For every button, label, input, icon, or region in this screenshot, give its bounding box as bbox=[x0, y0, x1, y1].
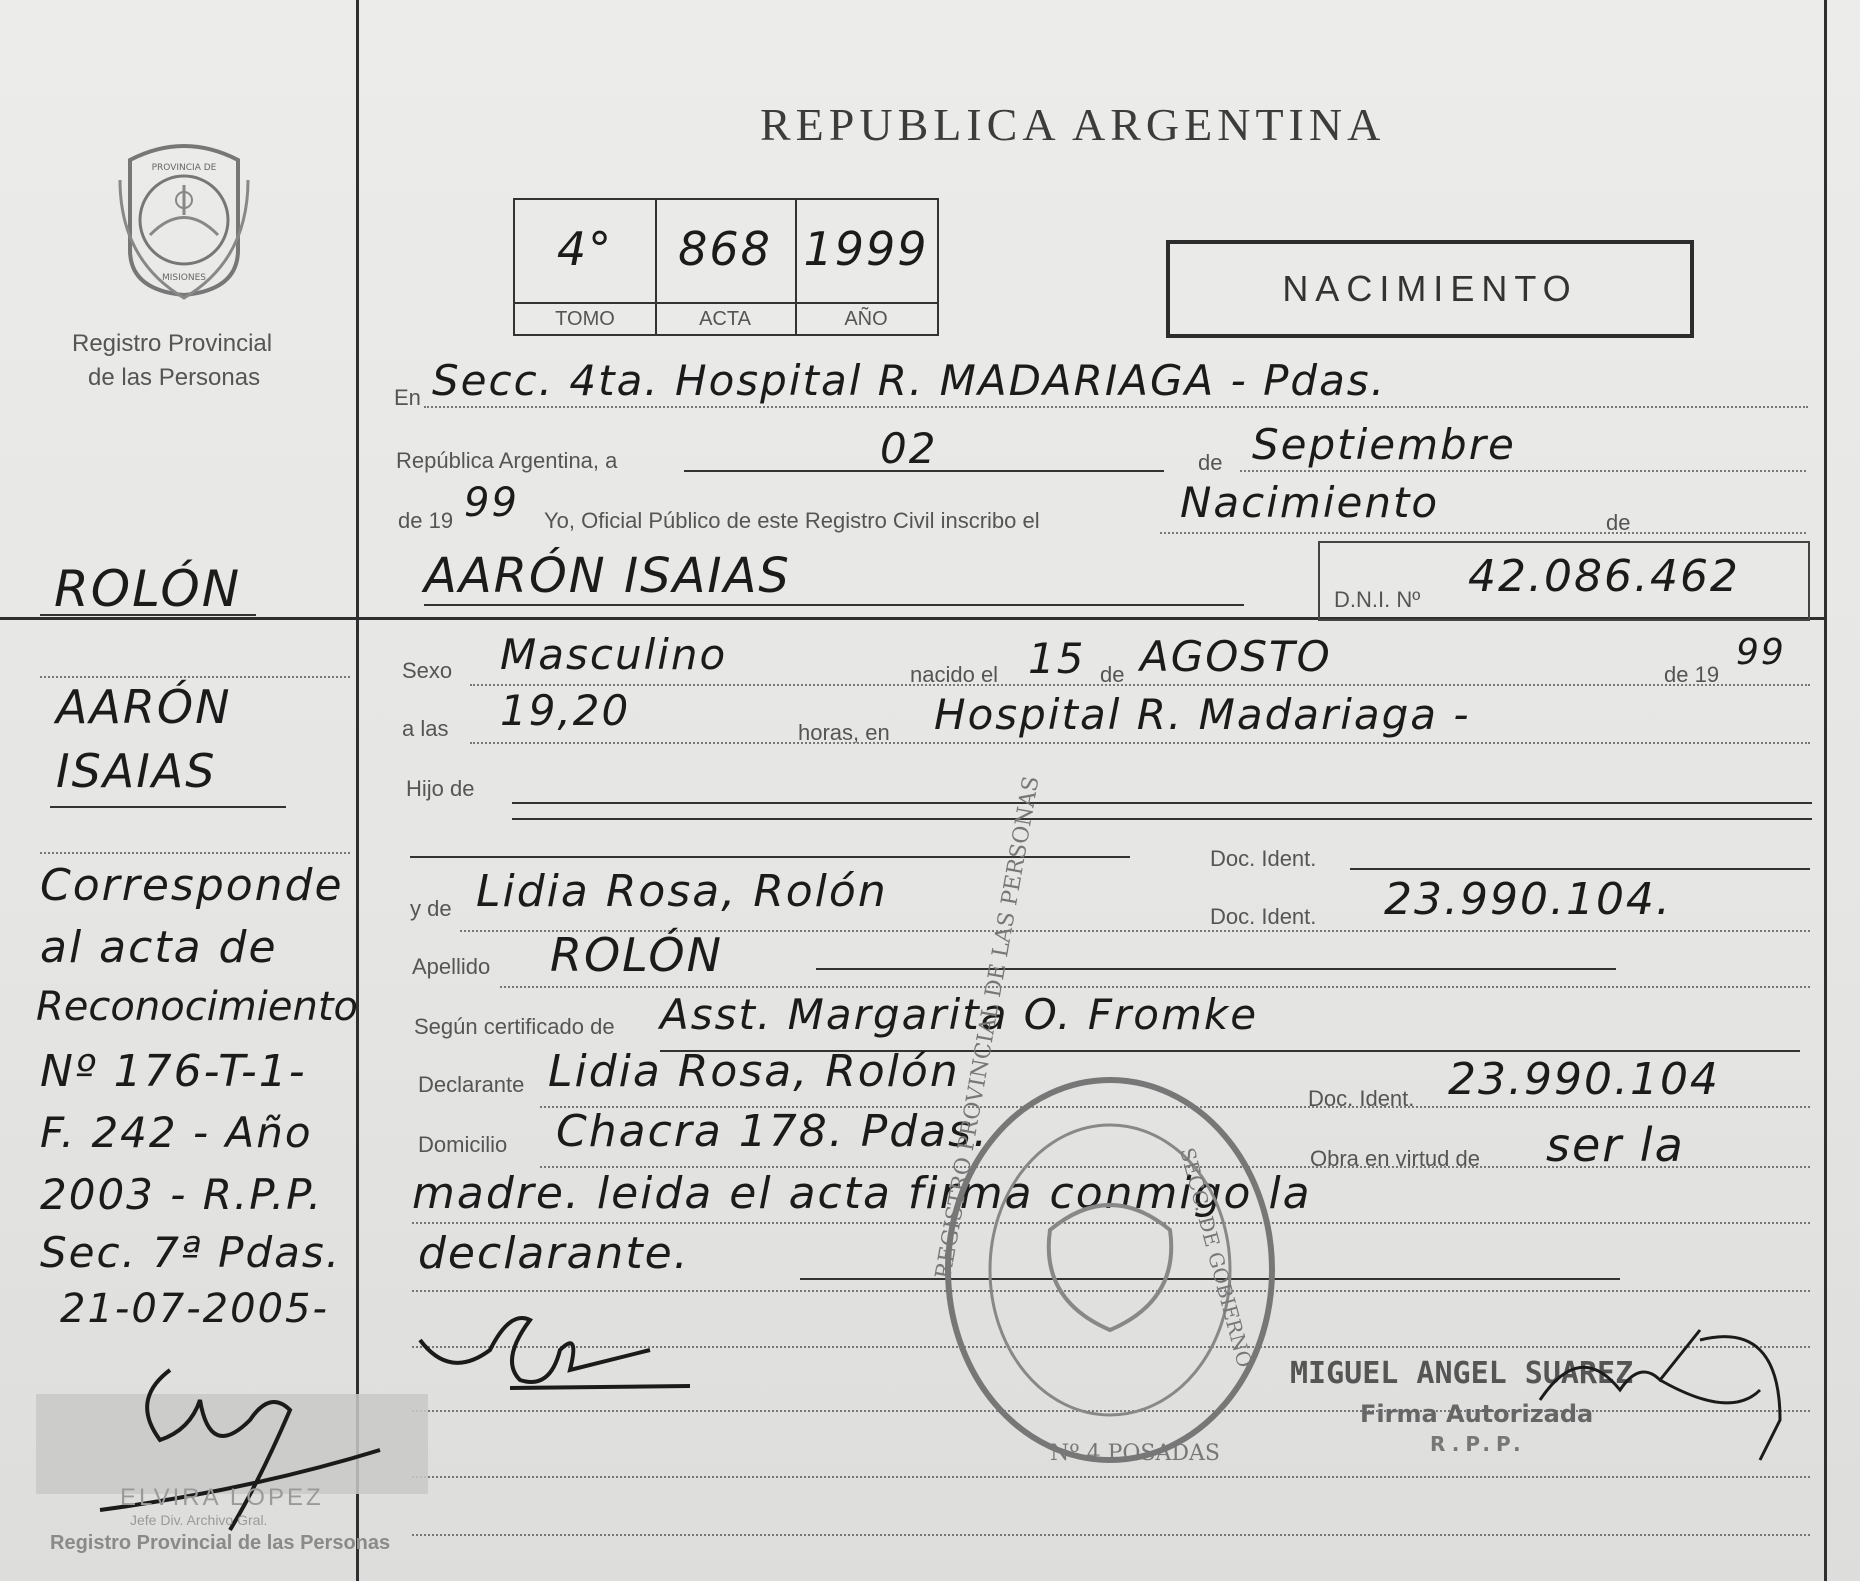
margin-line-1 bbox=[40, 676, 350, 678]
acta-label: ACTA bbox=[655, 302, 795, 334]
de-label-3: de bbox=[1100, 662, 1125, 687]
birth-year-prefix: de 19 bbox=[1664, 662, 1720, 687]
official-stamp-role: Firma Autorizada bbox=[1360, 1400, 1594, 1428]
domicilio-label: Domicilio bbox=[418, 1132, 508, 1157]
domicilio-value: Chacra 178. Pdas. bbox=[556, 1106, 990, 1157]
anio-label: AÑO bbox=[795, 302, 937, 334]
declarante-doc: 23.990.104 bbox=[1448, 1054, 1720, 1105]
doc-ident-label-1: Doc. Ident. bbox=[1210, 846, 1317, 871]
registry-name-line1: Registro Provincial bbox=[72, 330, 273, 357]
place-value: Hospital R. Madariaga - bbox=[934, 690, 1471, 739]
act-value: Nacimiento bbox=[1180, 478, 1440, 527]
margin-note-4: Nº 176-T-1- bbox=[40, 1046, 307, 1097]
de-label: de bbox=[1198, 450, 1223, 475]
obra-line-2: madre. leida el acta firma conmigo la bbox=[412, 1168, 1312, 1219]
name-value: AARÓN ISAIAS bbox=[424, 548, 791, 604]
horas-label: horas, en bbox=[798, 720, 890, 745]
svg-text:SECC. DE GOBIERNO: SECC. DE GOBIERNO bbox=[1175, 1145, 1257, 1371]
dni-label: D.N.I. Nº bbox=[1334, 587, 1421, 612]
margin-stamp-name: ELVIRA LOPEZ bbox=[120, 1484, 324, 1511]
margin-note-2: al acta de bbox=[40, 922, 278, 973]
month-value: Septiembre bbox=[1252, 420, 1516, 469]
en-line bbox=[424, 406, 1808, 408]
margin-given-1: AARÓN bbox=[56, 680, 232, 734]
margin-given-underline bbox=[50, 806, 286, 808]
name-line bbox=[424, 604, 1244, 606]
doc-ident-label-2: Doc. Ident. bbox=[1210, 904, 1317, 929]
year-suffix: 99 bbox=[464, 480, 519, 526]
birth-month: AGOSTO bbox=[1140, 632, 1332, 681]
dni-value: 42.086.462 bbox=[1468, 551, 1740, 602]
declarante-value: Lidia Rosa, Rolón bbox=[548, 1046, 960, 1097]
doc-ident-label-3: Doc. Ident. bbox=[1308, 1086, 1415, 1111]
mother-value: Lidia Rosa, Rolón bbox=[476, 866, 888, 917]
yo-label: Yo, Oficial Público de este Registro Civil inscribo el bbox=[544, 508, 1040, 533]
svg-text:MISIONES: MISIONES bbox=[161, 273, 207, 283]
margin-note-8: 21-07-2005- bbox=[60, 1286, 329, 1332]
official-stamp-name: MIGUEL ANGEL SUAREZ bbox=[1290, 1356, 1634, 1391]
tomo-label: TOMO bbox=[515, 302, 655, 334]
declarante-label: Declarante bbox=[418, 1072, 525, 1097]
margin-stamp-org: Registro Provincial de las Personas bbox=[50, 1532, 391, 1554]
day-line bbox=[684, 470, 1164, 472]
republica-label: República Argentina, a bbox=[396, 448, 618, 473]
svg-text:PROVINCIA DE: PROVINCIA DE bbox=[151, 163, 217, 173]
de-label-2: de bbox=[1606, 510, 1631, 535]
apellido-dots bbox=[500, 986, 1810, 988]
acta-cell bbox=[655, 200, 797, 334]
anio-cell bbox=[795, 200, 937, 334]
frame-right bbox=[1824, 0, 1827, 1581]
alas-line bbox=[470, 742, 1810, 744]
obra-line-3: declarante. bbox=[418, 1228, 690, 1279]
act-line bbox=[1160, 532, 1806, 534]
day-value: 02 bbox=[880, 424, 938, 473]
time-value: 19,20 bbox=[500, 686, 631, 735]
hijo-label: Hijo de bbox=[406, 776, 475, 801]
margin-stamp-sub: Jefe Div. Archivo Gral. bbox=[130, 1512, 268, 1528]
declarant-signature bbox=[410, 1290, 710, 1410]
margin-note-5: F. 242 - Año bbox=[40, 1108, 313, 1157]
country-title: REPUBLICA ARGENTINA bbox=[760, 99, 1386, 150]
dni-box bbox=[1318, 541, 1810, 621]
registry-name-line2: de las Personas bbox=[88, 364, 261, 391]
svg-text:Nº 4 POSADAS: Nº 4 POSADAS bbox=[1050, 1441, 1220, 1466]
sexo-label: Sexo bbox=[402, 658, 453, 683]
margin-surname: ROLÓN bbox=[54, 560, 242, 618]
segun-label: Según certificado de bbox=[414, 1014, 615, 1039]
month-line bbox=[1240, 470, 1806, 472]
en-value: Secc. 4ta. Hospital R. MADARIAGA - Pdas. bbox=[432, 356, 1387, 405]
birth-year-suffix: 99 bbox=[1736, 632, 1786, 673]
hijo-line-2 bbox=[512, 818, 1812, 820]
nacido-label: nacido el bbox=[910, 662, 999, 687]
father-doc-line bbox=[1350, 868, 1810, 870]
mother-doc: 23.990.104. bbox=[1384, 874, 1672, 925]
hijo-line-1 bbox=[512, 802, 1812, 804]
anio-value: 1999 bbox=[803, 222, 929, 276]
row-line-e bbox=[412, 1534, 1810, 1536]
obra-value: ser la bbox=[1546, 1118, 1685, 1172]
margin-note-3: Reconocimiento bbox=[36, 984, 358, 1030]
yde-label: y de bbox=[410, 896, 452, 921]
apellido-value: ROLÓN bbox=[550, 928, 723, 982]
margin-note-7: Sec. 7ª Pdas. bbox=[40, 1228, 342, 1277]
tomo-cell bbox=[515, 200, 657, 334]
margin-given-2: ISAIAS bbox=[56, 744, 217, 798]
margin-note-1: Corresponde bbox=[40, 860, 344, 911]
svg-text:REGISTRO PROVINCIAL DE LAS PER: REGISTRO PROVINCIAL DE LAS PERSONAS bbox=[931, 774, 1045, 1282]
apellido-line bbox=[816, 968, 1616, 970]
obra-label: Obra en virtud de bbox=[1310, 1146, 1480, 1171]
official-signature bbox=[1500, 1300, 1800, 1480]
en-label: En bbox=[394, 385, 421, 410]
sexo-value: Masculino bbox=[500, 630, 728, 679]
apellido-label: Apellido bbox=[412, 954, 491, 979]
official-stamp-org: R.P.P. bbox=[1430, 1432, 1527, 1456]
margin-surname-underline bbox=[40, 614, 256, 616]
year-prefix: de 19 bbox=[398, 508, 454, 533]
margin-note-6: 2003 - R.P.P. bbox=[40, 1170, 324, 1219]
document-type-box: NACIMIENTO bbox=[1166, 240, 1694, 338]
tomo-value: 4° bbox=[556, 222, 614, 276]
acta-value: 868 bbox=[678, 222, 772, 276]
margin-line-2 bbox=[40, 852, 350, 854]
alas-label: a las bbox=[402, 716, 449, 741]
certificado-value: Asst. Margarita O. Fromke bbox=[660, 990, 1259, 1039]
record-id-box bbox=[513, 198, 939, 336]
birth-day: 15 bbox=[1028, 634, 1086, 683]
sexo-line bbox=[470, 684, 1810, 686]
province-emblem-icon bbox=[110, 140, 258, 300]
